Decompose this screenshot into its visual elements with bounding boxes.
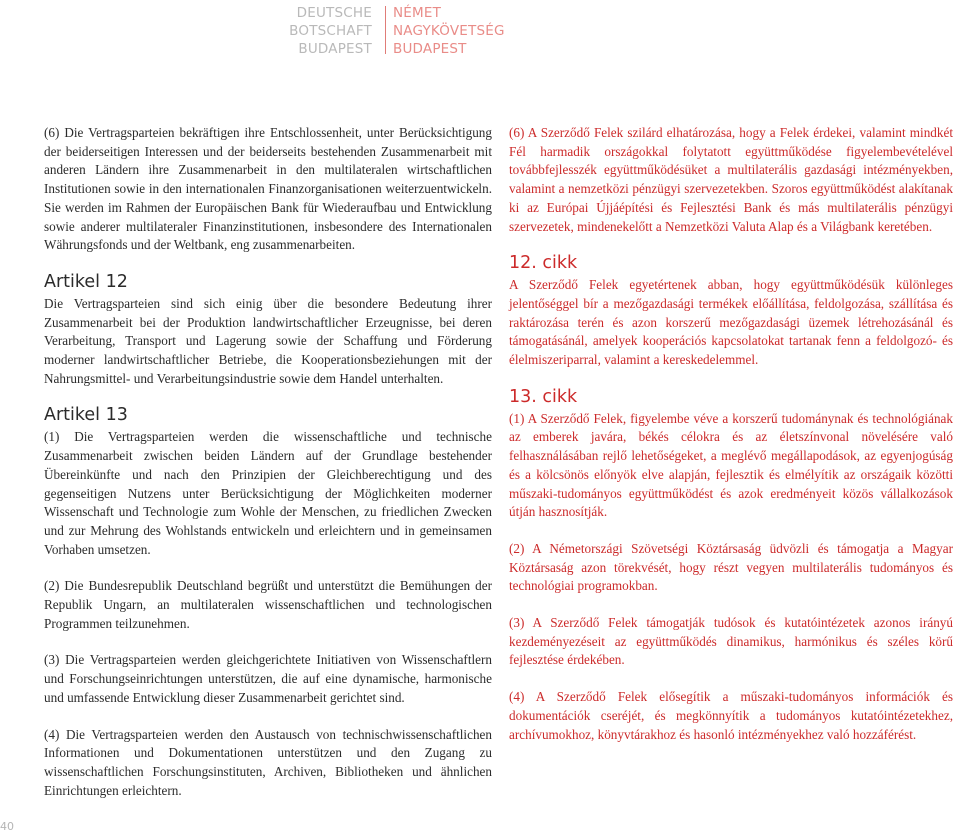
hungarian-article13-paragraph4: (4) A Szerződő Felek elősegítik a műszaki-tudományos információk és dokumentációk cseréjét, és megkönnyítik a tudományos kutatóintézetekhez, archívumokhoz, könyvtárakhoz és hasonló intézményekhez való hozzáférést. <box>509 689 953 742</box>
german-article12-heading: Artikel 12 <box>44 271 128 292</box>
masthead-hungarian <box>393 4 505 58</box>
hungarian-article13-heading: 13. cikk <box>509 386 578 407</box>
german-article12-text: Die Vertragsparteien sind sich einig über die besondere Bedeutung ihrer Zusammenarbeit bei der Produktion landwirtschaftlicher Erzeugnisse, bei deren Verarbeitung, Transport und Lagerung sowie der Schaffung und Förderung moderner landwirtschaftlicher Betriebe, die Kooperationsbeziehungen mit der Nahrungsmittel- und Verarbeitungsindustrie sowie dem Handel unterhalten. <box>44 295 492 386</box>
hungarian-article11-paragraph6: (6) A Szerződő Felek szilárd elhatározása, hogy a Felek érdekei, valamint mindkét Fél harmadik országokkal folytatott együttműködése figyelembevételével továbbfejlesszék együttműködésüket a multilaterális gazdasági intézményekben, valamint a nemzetközi pénzügyi szervezetekben. Szoros együttműködést alakítanak ki az Európai Újjáépítési és Fejlesztési Bank és más multilaterális pénzügyi szervezetek, mindenekelőtt a Nemzetközi Valuta Alap és a Világbank keretében. <box>509 125 953 234</box>
hungarian-article13-paragraph3: (3) A Szerződő Felek támogatják tudósok és kutatóintézetek azonos irányú kezdeményezéseit az együttműködés dinamikus, harmónikus és széles körű fejlesztése érdekében. <box>509 615 953 668</box>
masthead-german-line: BOTSCHAFT <box>289 23 372 39</box>
hungarian-article13-paragraph2: (2) A Németországi Szövetségi Köztársaság üdvözli és támogatja a Magyar Köztársaság azon törekvését, hogy részt vegyen multilaterális tudományos és technológiai programokban. <box>509 540 953 594</box>
german-article13-heading: Artikel 13 <box>44 405 128 426</box>
masthead-german-line: BUDAPEST <box>298 41 372 57</box>
german-article11-paragraph6: (6) Die Vertragsparteien bekräftigen ihre Entschlossenheit, unter Berücksichtigung der beiderseitigen Interessen und der beiderseits bestehenden Zusammenarbeit mit anderen Ländern ihre Zusammenarbeit in den multilateralen wirtschaftlichen Institutionen sowie in den internationalen Finanzorganisationen weiterzuentwickeln. Sie werden im Rahmen der Europäischen Bank für Wiederaufbau und Entwicklung sowie anderer multilateraler Finanzinstitutionen, insbesondere des Internationalen Währungsfonds und der Weltbank, eng zusammenarbeiten. <box>44 125 492 253</box>
masthead-divider <box>385 6 386 54</box>
hungarian-article12-heading: 12. cikk <box>509 253 578 274</box>
masthead-hungarian-line: BUDAPEST <box>393 41 467 57</box>
german-article13-paragraph3: (3) Die Vertragsparteien werden gleichgerichtete Initiativen von Wissenschaftlern und Forschungseinrichtungen unterstützen, die auf eine dynamische, harmonische und umfassende Entwicklung dieser Zusammenarbeit gerichtet sind. <box>44 652 492 705</box>
masthead <box>0 4 960 60</box>
page-number: 40 <box>0 820 14 833</box>
hungarian-article13-paragraph1: (1) A Szerződő Felek, figyelembe véve a korszerű tudománynak és technológiának az emberek javára, békés célokra és az életszínvonal növelésére való felhasználásában rejlő lehetőségeket, a meglévő megállapodások, az egyenjogúság és a kölcsönös előnyök elve alapján, fejlesztik és elmélyítik az országaik közötti műszaki-tudományos együttműködést és azok eredményeit közös vállalkozások útján hasznosítják. <box>509 410 953 520</box>
german-column <box>44 124 492 800</box>
masthead-hungarian-line: NAGYKÖVETSÉG <box>393 23 505 39</box>
masthead-german <box>289 4 372 58</box>
german-article13-paragraph4: (4) Die Vertragsparteien werden den Austausch von technischwissenschaftlichen Informationen und Dokumentationen unterstützen und den Zugang zu wissenschaftlichen Forschungsinstituten, Archiven, Bibliotheken und ähnlichen Einrichtungen erleichtern. <box>44 726 492 798</box>
german-article13-paragraph2: (2) Die Bundesrepublik Deutschland begrüßt und unterstützt die Bemühungen der Republik Ungarn, an multilateralen wissenschaftlichen und technologischen Programmen teilzunehmen. <box>44 578 492 631</box>
german-article13-paragraph1: (1) Die Vertragsparteien werden die wissenschaftliche und technische Zusammenarbeit zwischen beiden Ländern auf der Grundlage bestehender Übereinkünfte und nach den Prinzipien der Gleichberechtigung und des gegenseitigen Nutzens unter Berücksichtigung der Möglichkeiten moderner Wissenschaft und Technologie zum Wohle der Menschen, zu friedlichen Zwecken und zur Mehrung des Wohlstands entwickeln und erleichtern und in gemeinsamen Vorhaben umsetzen. <box>44 429 492 557</box>
masthead-german-line: DEUTSCHE <box>296 5 372 21</box>
masthead-hungarian-line: NÉMET <box>393 5 442 21</box>
hungarian-article12-text: A Szerződő Felek egyetértenek abban, hogy együttműködésük különleges jelentőséggel bír a mezőgazdasági termékek előállítása, feldolgozása, szállítása és raktározása terén és azon korszerű mezőgazdasági üzemek létrehozásánál és támogatásánál, amelyek kooperációs kapcsolatokat tartanak fenn a feldolgozó- és élelmiszeriparral, valamint a kereskedelemmel. <box>509 277 953 368</box>
hungarian-column <box>509 124 953 744</box>
